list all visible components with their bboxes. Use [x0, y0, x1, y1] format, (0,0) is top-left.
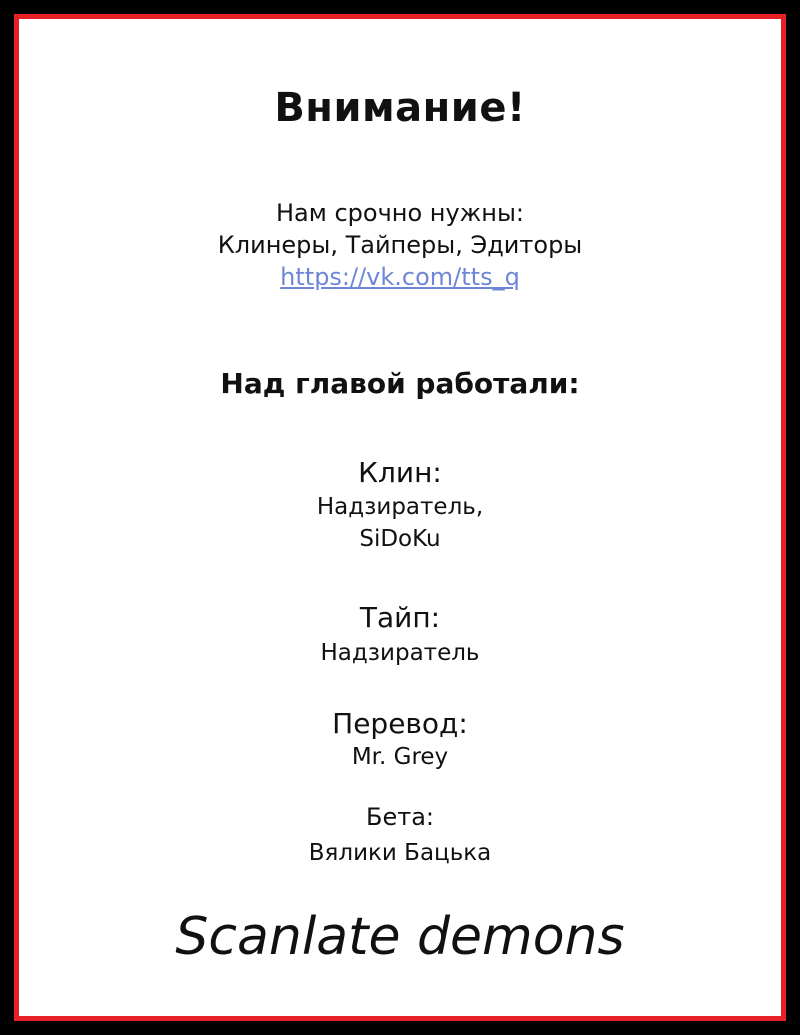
beta-name-1: Вялики Бацька: [308, 840, 492, 866]
clean-label: Клин:: [358, 456, 442, 489]
credits-page: [14, 14, 786, 1021]
type-name-1: Надзиратель: [320, 640, 480, 666]
clean-name-1: Надзиратель,: [316, 494, 484, 520]
recruitment-notice: [19, 197, 781, 293]
clean-names: [19, 491, 781, 555]
beta-label: Бета:: [365, 803, 434, 831]
page-title: Внимание!: [274, 85, 526, 131]
type-label: Тайп:: [359, 601, 441, 634]
worked-on-heading: Над главой работали:: [220, 367, 580, 400]
team-name: Scanlate demons: [175, 907, 625, 967]
credits-content: [19, 19, 781, 1016]
vk-link[interactable]: https://vk.com/tts_q: [280, 263, 520, 291]
translation-label: Перевод:: [332, 707, 468, 740]
clean-name-2: SiDoKu: [359, 526, 441, 552]
need-label: Нам срочно нужны:: [275, 199, 525, 227]
roles-needed: Клинеры, Тайперы, Эдиторы: [217, 231, 583, 259]
translation-name-1: Mr. Grey: [351, 744, 449, 770]
